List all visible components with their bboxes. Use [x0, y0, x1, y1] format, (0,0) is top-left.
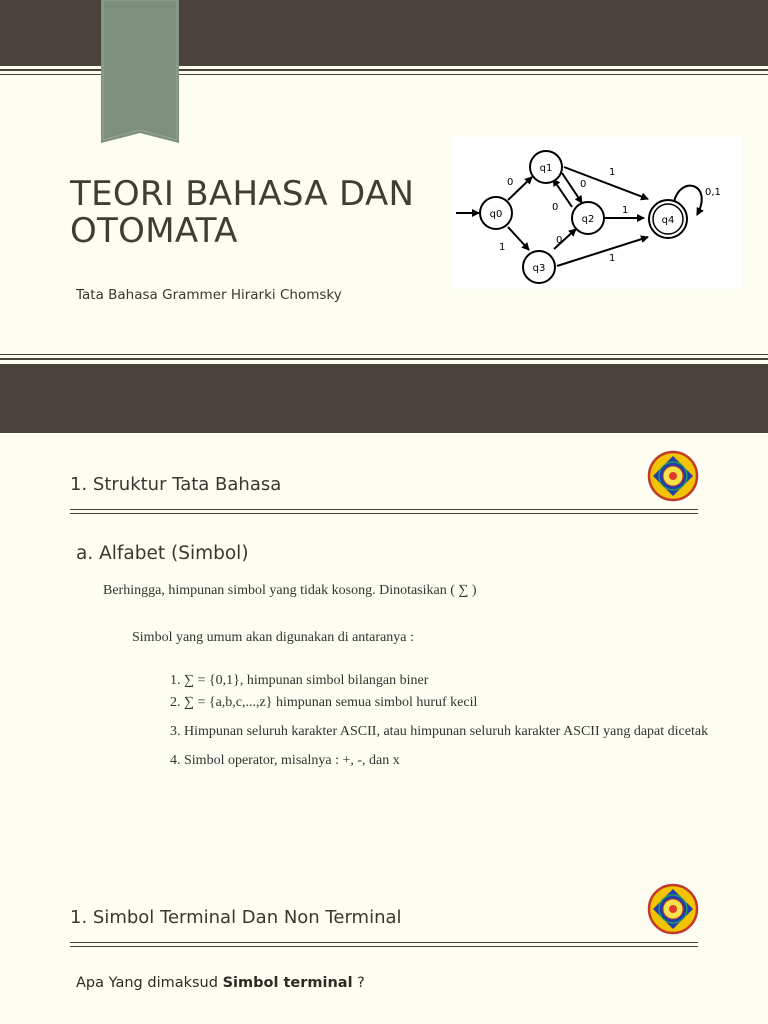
title-line-1: TEORI BAHASA DAN	[70, 174, 415, 214]
edge-label: 1	[622, 205, 629, 216]
state-diagram	[452, 137, 742, 289]
edge-label: 1	[609, 253, 616, 264]
question-prefix: Apa Yang dimaksud	[76, 975, 223, 991]
subheading-alfabet: a. Alfabet (Simbol)	[76, 543, 249, 564]
list-item: 3. Himpunan seluruh karakter ASCII, atau himpunan seluruh karakter ASCII yang dapat dicetak	[170, 724, 709, 739]
title-slide	[0, 0, 768, 362]
list-item: 1. ∑ = {0,1}, himpunan simbol bilangan biner	[170, 673, 429, 688]
state-q1: q1	[539, 163, 553, 174]
heading-rule-2	[70, 513, 698, 514]
bottom-rule-thin	[0, 354, 768, 355]
bookmark-ribbon	[101, 0, 179, 144]
symbols-intro: Simbol yang umum akan digunakan di antaranya :	[132, 630, 414, 645]
university-logo-icon	[647, 883, 699, 935]
heading-rule	[70, 509, 698, 510]
state-q2: q2	[581, 214, 595, 225]
question-bold: Simbol terminal	[222, 975, 353, 991]
slide-subtitle: Tata Bahasa Grammer Hirarki Chomsky	[76, 287, 342, 303]
state-q3: q3	[532, 263, 546, 274]
list-item: 2. ∑ = {a,b,c,...,z} himpunan semua simbol huruf kecil	[170, 695, 478, 710]
edge-label: 1	[499, 242, 506, 253]
section-heading-struktur: 1. Struktur Tata Bahasa	[70, 474, 282, 495]
list-item: 4. Simbol operator, misalnya : +, -, dan x	[170, 753, 400, 768]
heading-rule	[70, 942, 698, 943]
bottom-rule	[0, 358, 768, 360]
question-suffix: ?	[352, 975, 365, 991]
slide-separator-band	[0, 364, 768, 433]
edge-label: 1	[609, 167, 616, 178]
edge-label: 0	[556, 235, 563, 246]
state-q4: q4	[661, 215, 675, 226]
terminal-question	[76, 975, 365, 991]
section-heading-terminal: 1. Simbol Terminal Dan Non Terminal	[70, 907, 402, 928]
edge-label: 0	[580, 179, 587, 190]
slide-title	[70, 176, 414, 250]
state-q0: q0	[489, 209, 503, 220]
university-logo-icon	[647, 450, 699, 502]
title-line-2: OTOMATA	[70, 211, 238, 251]
edge-label: 0,1	[705, 187, 721, 198]
heading-rule-2	[70, 946, 698, 947]
edge-label: 0	[552, 202, 559, 213]
alfabet-definition: Berhingga, himpunan simbol yang tidak kosong. Dinotasikan ( ∑ )	[103, 583, 477, 598]
edge-label: 0	[507, 177, 514, 188]
